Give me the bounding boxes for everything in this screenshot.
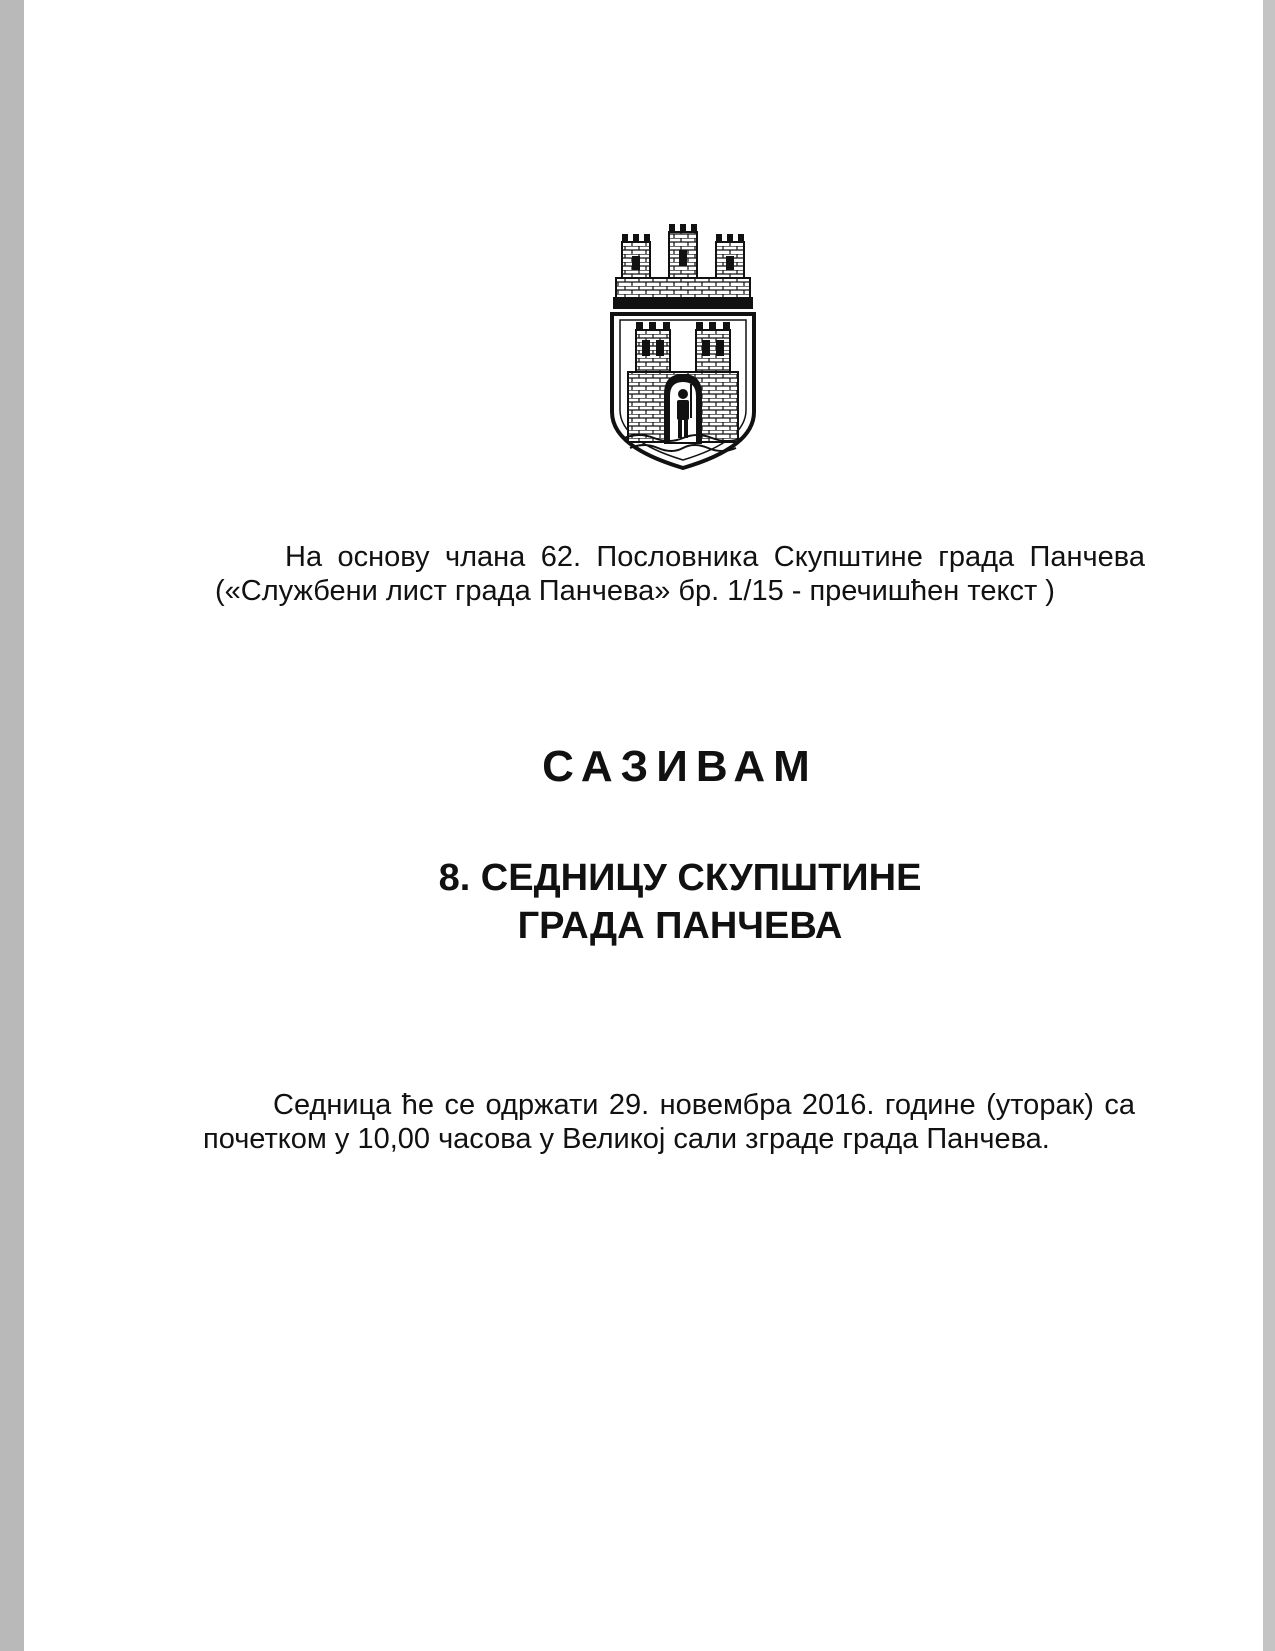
session-title-line-2: ГРАДА ПАНЧЕВА — [517, 905, 843, 947]
session-notice-text: Седница ће се одржати 29. новембра 2016. године (уторак) са почетком у 10,00 часова у Великој сали зграде града Панчева. — [203, 1089, 1135, 1155]
session-notice-paragraph — [203, 1088, 1135, 1156]
scan-right-margin — [1263, 0, 1275, 1651]
coat-of-arms-icon — [604, 222, 762, 470]
preamble-paragraph — [215, 540, 1145, 608]
scan-left-margin — [0, 0, 24, 1651]
session-title — [215, 854, 1145, 950]
preamble-text: На основу члана 62. Пословника Скупштине града Панчева («Службени лист града Панчева» бр. 1/15 - пречишћен текст ) — [215, 541, 1145, 607]
session-title-line-1: 8. СЕДНИЦУ СКУПШТИНЕ — [438, 857, 922, 899]
convene-heading: САЗИВАМ — [542, 742, 818, 791]
